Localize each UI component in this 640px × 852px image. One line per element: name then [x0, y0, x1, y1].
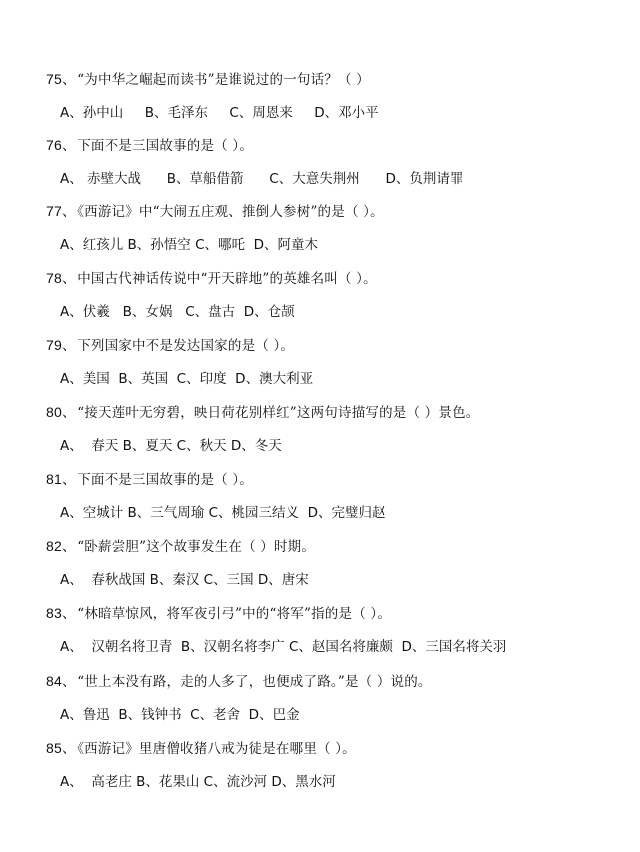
question-stem: [46, 335, 606, 356]
question-stem: [46, 402, 606, 423]
question-83: [46, 603, 606, 657]
question-76: [46, 135, 606, 189]
question-number: 77、: [46, 203, 77, 219]
question-options: A、孙中山 B、毛泽东 C、周恩来 D、邓小平: [60, 105, 379, 121]
question-text: “卧薪尝胆”这个故事发生在（ ）时期。: [77, 539, 316, 555]
question-text: “林暗草惊风，将军夜引弓”中的“将军”指的是（ ）。: [77, 606, 392, 622]
question-80: [46, 402, 606, 456]
question-stem: [46, 135, 606, 156]
question-81: [46, 469, 606, 523]
question-stem: [46, 738, 606, 759]
question-number: 82、: [46, 538, 77, 554]
question-text: 《西游记》中“大闹五庄观、推倒人参树”的是（ ）。: [77, 204, 384, 220]
question-options: A、空城计 B、三气周瑜 C、桃园三结义 D、完璧归赵: [60, 505, 386, 521]
question-77: [46, 201, 606, 255]
question-number: 76、: [46, 137, 77, 153]
question-number: 79、: [46, 337, 77, 353]
question-options: A、 高老庄 B、花果山 C、流沙河 D、黑水河: [60, 774, 336, 790]
question-number: 85、: [46, 740, 77, 756]
question-number: 84、: [46, 673, 77, 689]
question-stem: [46, 536, 606, 557]
question-options: A、 春天 B、夏天 C、秋天 D、冬天: [60, 438, 282, 454]
question-84: [46, 671, 606, 725]
question-stem: [46, 268, 606, 289]
question-number: 81、: [46, 471, 77, 487]
question-options: A、 汉朝名将卫青 B、汉朝名将李广 C、赵国名将廉颇 D、三国名将关羽: [60, 639, 507, 655]
question-text: 下列国家中不是发达国家的是（ ）。: [77, 338, 295, 354]
question-options: A、 赤壁大战 B、草船借箭 C、大意失荆州 D、负荆请罪: [60, 171, 464, 187]
question-options: A、红孩儿 B、孙悟空 C、哪吒 D、阿童木: [60, 237, 318, 253]
question-options: A、美国 B、英国 C、印度 D、澳大利亚: [60, 371, 314, 387]
question-text: 《西游记》里唐僧收猪八戒为徒是在哪里（ ）。: [77, 741, 356, 757]
question-text: 下面不是三国故事的是（ ）。: [77, 138, 254, 154]
question-stem: [46, 603, 606, 624]
question-options: A、 春秋战国 B、秦汉 C、三国 D、唐宋: [60, 572, 309, 588]
question-options: A、鲁迅 B、钱钟书 C、老舍 D、巴金: [60, 707, 300, 723]
question-85: [46, 738, 606, 792]
question-text: 中国古代神话传说中“开天辟地”的英雄名叫（ ）。: [77, 271, 377, 287]
question-75: [46, 69, 606, 123]
question-text: 下面不是三国故事的是（ ）。: [77, 472, 254, 488]
question-text: “接天莲叶无穷碧，映日荷花别样红”这两句诗描写的是（ ）景色。: [77, 405, 480, 421]
question-stem: [46, 469, 606, 490]
question-stem: [46, 671, 606, 692]
question-number: 75、: [46, 71, 77, 87]
question-text: “为中华之崛起而读书”是谁说过的一句话？（ ）: [77, 72, 370, 88]
question-number: 80、: [46, 404, 77, 420]
question-79: [46, 335, 606, 389]
question-text: “世上本没有路，走的人多了，也便成了路。”是（ ）说的。: [77, 674, 432, 690]
question-82: [46, 536, 606, 590]
question-options: A、伏羲 B、女娲 C、盘古 D、仓颉: [60, 304, 295, 320]
question-stem: [46, 69, 606, 90]
question-stem: [46, 201, 606, 222]
question-number: 78、: [46, 270, 77, 286]
question-78: [46, 268, 606, 322]
question-number: 83、: [46, 605, 77, 621]
